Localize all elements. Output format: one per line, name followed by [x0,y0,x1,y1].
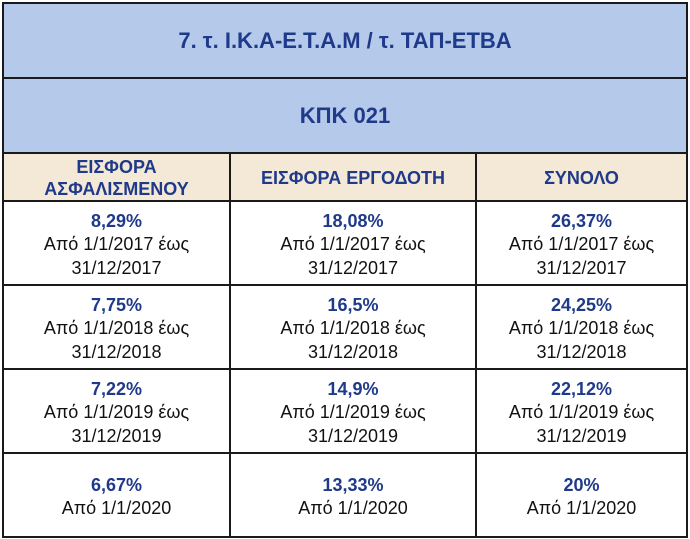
period-from: Από 1/1/2019 έως [280,401,426,422]
rate-value: 13,33% [322,474,384,495]
rate-value: 8,29% [90,210,143,231]
table-code: ΚΠΚ 021 [299,102,391,128]
period-to: 31/12/2017 [307,257,399,278]
title-row [3,3,687,78]
period-from: Από 1/1/2017 έως [508,233,655,254]
table-cell [230,453,476,537]
period-from: Από 1/1/2018 έως [508,317,655,338]
period-from: Από 1/1/2018 έως [280,317,426,338]
table-cell [3,369,230,453]
rate-value: 16,5% [327,294,379,315]
contribution-table [2,2,688,538]
period-from: Από 1/1/2017 έως [43,233,190,254]
table-cell [3,201,230,285]
table-row [3,453,687,537]
period-from: Από 1/1/2017 έως [280,233,426,254]
period-to: 31/12/2018 [71,341,162,362]
period-from: Από 1/1/2020 [298,497,408,518]
column-header-employer: ΕΙΣΦΟΡΑ ΕΡΓΟΔΟΤΗ [260,168,446,188]
period-from: Από 1/1/2019 έως [43,401,190,422]
table-row [3,285,687,369]
column-header-row [3,153,687,201]
period-from: Από 1/1/2018 έως [43,317,190,338]
period-to: 31/12/2019 [536,425,627,446]
rate-value: 7,22% [90,378,143,399]
period-to: 31/12/2017 [71,257,162,278]
table-cell [476,453,687,537]
period-from: Από 1/1/2020 [526,497,637,518]
rate-value: 26,37% [550,210,613,231]
period-to: 31/12/2018 [536,341,627,362]
period-to: 31/12/2017 [536,257,627,278]
rate-value: 20% [563,474,600,495]
table-cell [230,201,476,285]
rate-value: 6,67% [90,474,143,495]
table-title: 7. τ. Ι.Κ.Α-Ε.Τ.Α.Μ / τ. ΤΑΠ-ΕΤΒΑ [178,27,512,53]
table-row [3,369,687,453]
period-to: 31/12/2019 [71,425,162,446]
period-to: 31/12/2019 [307,425,399,446]
code-row [3,78,687,153]
rate-value: 14,9% [327,378,379,399]
column-header [230,153,476,201]
period-to: 31/12/2018 [307,341,399,362]
rate-value: 18,08% [322,210,384,231]
table-cell [3,285,230,369]
title-cell [3,3,687,78]
code-cell [3,78,687,153]
rate-value: 22,12% [550,378,613,399]
table-cell [230,369,476,453]
rate-value: 24,25% [550,294,613,315]
period-from: Από 1/1/2019 έως [508,401,655,422]
table-row [3,201,687,285]
table-cell [230,285,476,369]
table-cell [476,369,687,453]
table-cell [476,201,687,285]
column-header [476,153,687,201]
column-header-total: ΣΥΝΟΛΟ [544,168,619,188]
column-header [3,153,230,201]
column-header-insured: ΕΙΣΦΟΡΑ ΑΣΦΑΛΙΣΜΕΝΟΥ [44,157,189,199]
period-from: Από 1/1/2020 [61,497,172,518]
table-cell [3,453,230,537]
table-cell [476,285,687,369]
rate-value: 7,75% [90,294,143,315]
